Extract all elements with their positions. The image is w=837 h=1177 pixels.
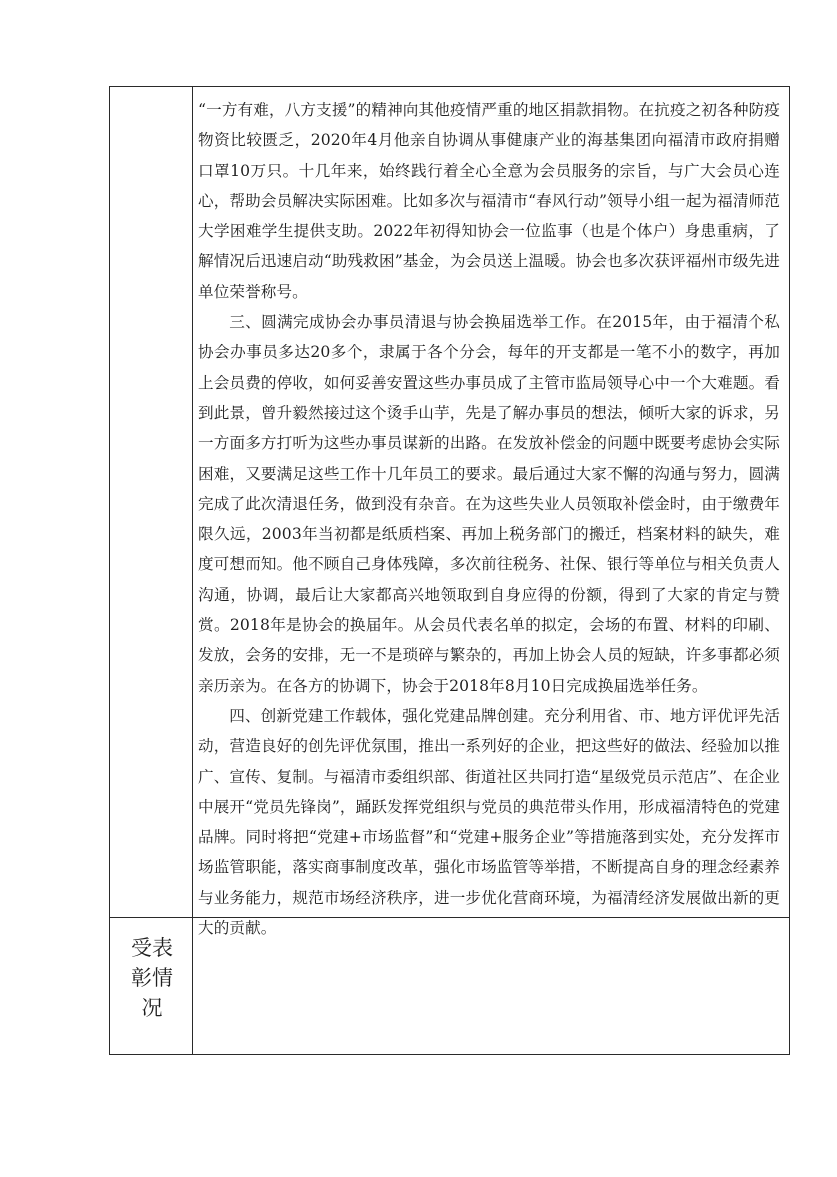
deeds-text-cell xyxy=(198,95,780,943)
awards-content-cell xyxy=(194,919,788,1053)
awards-section-label: 受表彰情况 xyxy=(131,936,173,1020)
label-column-border xyxy=(192,87,193,1054)
paragraph-party-building: 四、创新党建工作载体，强化党建品牌创建。充分利用省、市、地方评优评先活动，营造良好的创先评优氛围，推出一系列好的企业，把这些好的做法、经验加以推广、宣传、复制。与福清市委组织部、街道社区共同打造“星级党员示范店”、在企业中展开“党员先锋岗”，踊跃发挥党组织与党员的典范带头作用，形成福清特色的党建品牌。同时将把“党建+市场监督”和“党建+服务企业”等措施落到实处，充分发挥市场监管职能，落实商事制度改革，强化市场监管等举措，不断提高自身的理念经素养与业务能力，规范市场经济秩序，进一步优化营商环境，为福清经济发展做出新的更大的贡献。 xyxy=(198,706,780,938)
paragraph-anti-epidemic: “一方有难，八方支援”的精神向其他疫情严重的地区捐款捐物。在抗疫之初各种防疫物资比较匮乏，2020年4月他亲自协调从事健康产业的海基集团向福清市政府捐赠口罩10万只。十几年来，始终践行着全心全意为会员服务的宗旨，与广大会员心连心，帮助会员解决实际困难。比如多次与福清市“春风行动”领导小组一起为福清师范大学困难学生提供支助。2022年初得知协会一位监事（也是个体户）身患重病，了解情况后迅速启动“助残救困”基金，为会员送上温暖。协会也多次获评福州市级先进单位荣誉称号。 xyxy=(198,101,780,301)
record-form-table xyxy=(109,86,790,1055)
paragraph-staff-and-election: 三、圆满完成协会办事员清退与协会换届选举工作。在2015年，由于福清个私协会办事员多达20多个，隶属于各个分会，每年的开支都是一笔不小的数字，再加上会员费的停收，如何妥善安置这些办事员成了主管市监局领导心中一个大难题。看到此景，曾升毅然接过这个烫手山芋，先是了解办事员的想法，倾听大家的诉求，另一方面多方打听为这些办事员谋新的出路。在发放补偿金的问题中既要考虑协会实际困难，又要满足这些工作十几年员工的要求。最后通过大家不懈的沟通与努力，圆满完成了此次清退任务，做到没有杂音。在为这些失业人员领取补偿金时，由于缴费年限久远，2003年当初都是纸质档案、再加上税务部门的搬迁，档案材料的缺失，难度可想而知。他不顾自己身体残障，多次前往税务、社保、银行等单位与相关负责人沟通，协调，最后让大家都高兴地领取到自身应得的份额，得到了大家的肯定与赞赏。2018年是协会的换届年。从会员代表名单的拟定，会场的布置、材料的印刷、发放，会务的安排，无一不是琐碎与繁杂的，再加上协会人员的短缺，许多事都必须亲历亲为。在各方的协调下，协会于2018年8月10日完成换届选举任务。 xyxy=(198,313,780,695)
